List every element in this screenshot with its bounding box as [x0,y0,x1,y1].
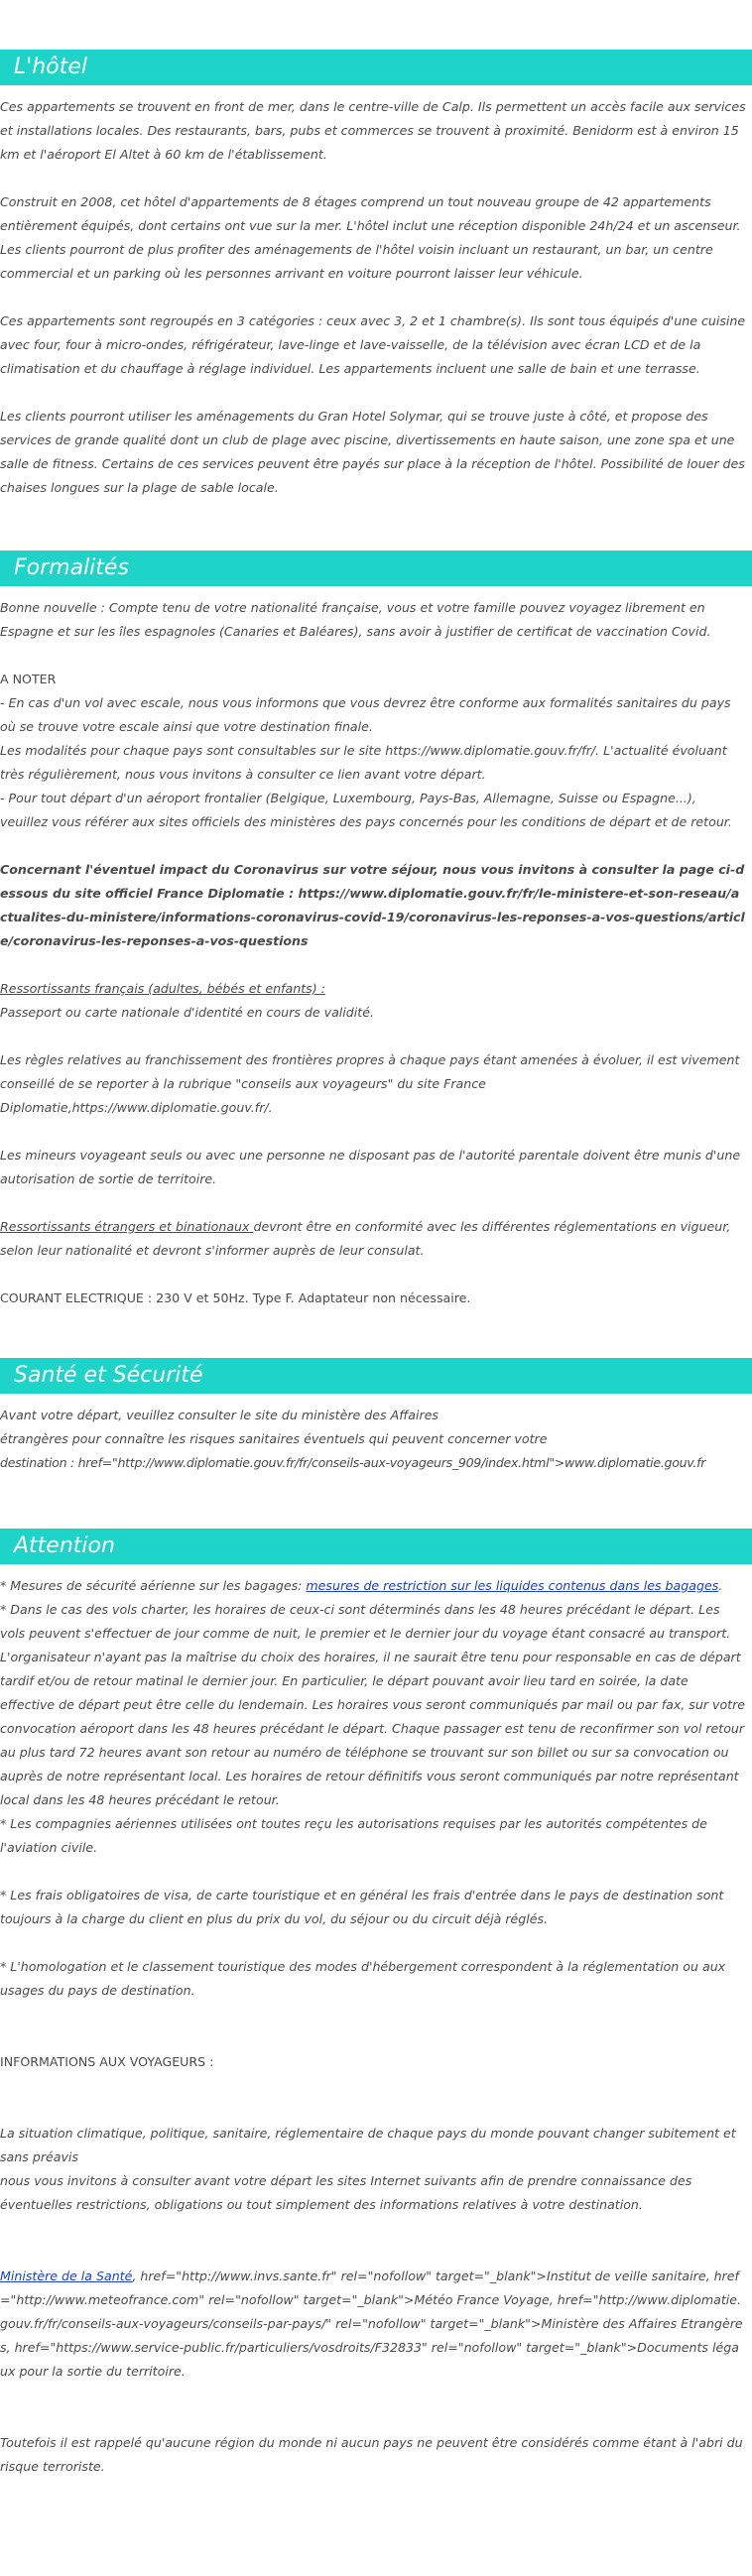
useful-links-rest: , href="http://www.invs.sante.fr" rel="nofollow" target="_blank">Institut de veille sanitaire, href="http://www.meteofrance.com" rel="nofollow" target="_blank">Météo France Voyage, href="http://www.diplomatie.gouv.fr/fr/conseils-aux-voyageurs/conseils-par-pays/" rel="nofollow" target="_blank">Ministère des Affaires Etrangères, href="https://www.service-public.fr/particuliers/vosdroits/F32833" rel="nofollow" target="_blank">Documents légaux pour la sortie du territoire. [0,2269,743,2379]
section-header-formalites: Formalités [0,551,752,586]
situation-text-2: nous vous invitons à consulter avant votre départ les sites Internet suivants afin de prendre connaissance des éventuelles restrictions, obligations ou tout simplement des informations relatives à votre destination. [0,2173,692,2212]
foreign-nationals-text [0,1215,746,1263]
airlines-authorization-text: * Les compagnies aériennes utilisées ont toutes reçu les autorisations requises par les autorités compétentes de l'aviation civile. [0,1816,707,1855]
hotel-paragraph-location: Ces appartements se trouvent en front de mer, dans le centre-ville de Calp. Ils permettent un accès facile aux services et installations locales. Des restaurants, bars, pubs et commerces se trouvent à proximité. Benidorm est à environ 15 km et l'aéroport El Altet à 60 km de l'établissement. [0,99,746,162]
hotel-description [0,95,746,500]
border-rules-text: Les règles relatives au franchissement des frontières propres à chaque pays étant amenées à évoluer, il est vivement conseillé de se reporter à la rubrique "conseils aux voyageurs" du site France Diplomatie,https://www.diplomatie.gouv.fr/. [0,1052,740,1115]
visa-fees-text: * Les frais obligatoires de visa, de carte touristique et en général les frais d'entrée dans le pays de destination sont toujours à la charge du client en plus du prix du vol, du séjour ou du circuit déjà réglés. [0,1888,724,1926]
section-header-sante: Santé et Sécurité [0,1358,752,1394]
liquids-restriction-link[interactable]: mesures de restriction sur les liquides contenus dans les bagages [306,1578,719,1593]
situation-text-1: La situation climatique, politique, sanitaire, réglementaire de chaque pays du monde pouvant changer subitement et sans préavis [0,2126,736,2164]
baggage-security-text [0,1574,746,1598]
note-modalities: Les modalités pour chaque pays sont consultables sur le site https://www.diplomatie.gouv.fr/fr/. L'actualité évoluant très régulièrement, nous vous invitons à consulter ce lien avant votre départ. [0,743,727,782]
good-news-text: Bonne nouvelle : Compte tenu de votre nationalité française, vous et votre famille pouvez voyagez librement en Espagne et sur les îles espagnoles (Canaries et Baléares), sans avoir à justifier de certificat de vaccination Covid. [0,600,711,639]
minors-text: Les mineurs voyageant seuls ou avec une personne ne disposant pas de l'autorité parentale doivent être munis d'une autorisation de sortie de territoire. [0,1148,741,1186]
foreign-nationals-heading: Ressortissants étrangers et binationaux [0,1219,254,1234]
foreign-nationals-rest: devront être en conformité avec les différentes réglementations en vigueur, selon leur nationalité et devront s'informer auprès de leur consulat. [0,1219,731,1258]
traveler-info-heading: INFORMATIONS AUX VOYAGEURS : [0,2054,214,2069]
baggage-security-prefix: * Mesures de sécurité aérienne sur les bagages: [0,1578,307,1593]
useful-links-text [0,2265,746,2384]
charter-flights-text: * Dans le cas des vols charter, les horaires de ceux-ci sont déterminés dans les 48 heures précédant le départ. Les vols peuvent s'effectuer de jour comme de nuit, le premier et le dernier jour du voyage étant consacré au transport. L'organisateur n'ayant pas la maîtrise du choix des horaires, il ne saurait être tenu pour responsable en cas de départ tardif et/ou de retour matinal le dernier jour. En particulier, le départ pouvant avoir lieu tard en soirée, la date effective de départ peut être celle du lendemain. Les horaires vous seront communiqués par mail ou par fax, sur votre convocation aéroport dans les 48 heures précédant le départ. Chaque passager est tenu de reconfirmer son vol retour au plus tard 72 heures avant son retour au numéro de téléphone se trouvant sur son billet ou sur sa convocation ou auprès de notre représentant local. Les horaires de retour définitifs vous seront communiqués par notre représentant local dans les 48 heures précédant le retour. [0,1602,746,1807]
attention-content [0,1574,746,2479]
sante-line-3: destination : href="http://www.diplomatie.gouv.fr/fr/conseils-aux-voyageurs_909/index.html">www.diplomatie.gouv.fr [0,1455,706,1470]
terrorism-risk-text: Toutefois il est rappelé qu'aucune région du monde ni aucun pays ne peuvent être considérés comme étant à l'abri du risque terroriste. [0,2435,743,2474]
sante-content [0,1404,752,1475]
sante-line-1: Avant votre départ, veuillez consulter le site du ministère des Affaires [0,1408,439,1422]
section-header-attention: Attention [0,1529,752,1564]
hotel-paragraph-apartments: Ces appartements sont regroupés en 3 catégories : ceux avec 3, 2 et 1 chambre(s). Ils sont tous équipés d'une cuisine avec four, four à micro-ondes, réfrigérateur, lave-linge et lave-vaisselle, de la télévision avec écran LCD et de la climatisation et du chauffage à réglage individuel. Les appartements incluent une salle de bain et une terrasse. [0,313,746,376]
section-header-hotel: L'hôtel [0,50,752,85]
health-ministry-link[interactable]: Ministère de la Santé [0,2269,133,2283]
sante-line-2: étrangères pour connaître les risques sanitaires éventuels qui peuvent concerner votre [0,1431,548,1446]
covid-notice: Concernant l'éventuel impact du Coronavirus sur votre séjour, nous vous invitons à consulter la page ci-dessous du site officiel France Diplomatie : https://www.diplomatie.gouv.fr/fr/le-ministere-et-son-reseau/actualites-du-ministere/informations-coronavirus-covid-19/coronavirus-les-reponses-a-vos-questions/article/coronavirus-les-reponses-a-vos-questions [0,862,745,948]
electric-current-text: COURANT ELECTRIQUE : 230 V et 50Hz. Type F. Adaptateur non nécessaire. [0,1290,471,1305]
note-heading: A NOTER [0,672,57,686]
french-nationals-heading: Ressortissants français (adultes, bébés et enfants) : [0,981,325,996]
hotel-paragraph-services: Les clients pourront utiliser les aménagements du Gran Hotel Solymar, qui se trouve juste à côté, et propose des services de grande qualité dont un club de plage avec piscine, divertissements en haute saison, une zone spa et une salle de fitness. Certains de ces services peuvent être payés sur place à la réception de l'hôtel. Possibilité de louer des chaises longues sur la plage de sable locale. [0,409,745,495]
accommodation-rating-text: * L'homologation et le classement touristique des modes d'hébergement correspondent à la réglementation ou aux usages du pays de destination. [0,1959,726,1998]
note-stopover: - En cas d'un vol avec escale, nous vous informons que vous devrez être conforme aux formalités sanitaires du pays où se trouve votre escale ainsi que votre destination finale. [0,695,731,734]
hotel-paragraph-building: Construit en 2008, cet hôtel d'appartements de 8 étages comprend un tout nouveau groupe de 42 appartements entièrement équipés, dont certains ont vue sur la mer. L'hôtel inclut une réception disponible 24h/24 et un ascenseur. Les clients pourront de plus profiter des aménagements de l'hôtel voisin incluant un restaurant, un bar, un centre commercial et un parking où les personnes arrivant en voiture pourront laisser leur véhicule. [0,194,741,281]
passport-requirement: Passeport ou carte nationale d'identité en cours de validité. [0,1005,374,1020]
note-border-airport: - Pour tout départ d'un aéroport frontalier (Belgique, Luxembourg, Pays-Bas, Allemagne, Suisse ou Espagne...), veuillez vous référer aux sites officiels des ministères des pays concernés pour les conditions de départ et de retour. [0,791,732,829]
baggage-security-suffix: . [718,1578,723,1593]
formalites-content [0,596,746,1310]
